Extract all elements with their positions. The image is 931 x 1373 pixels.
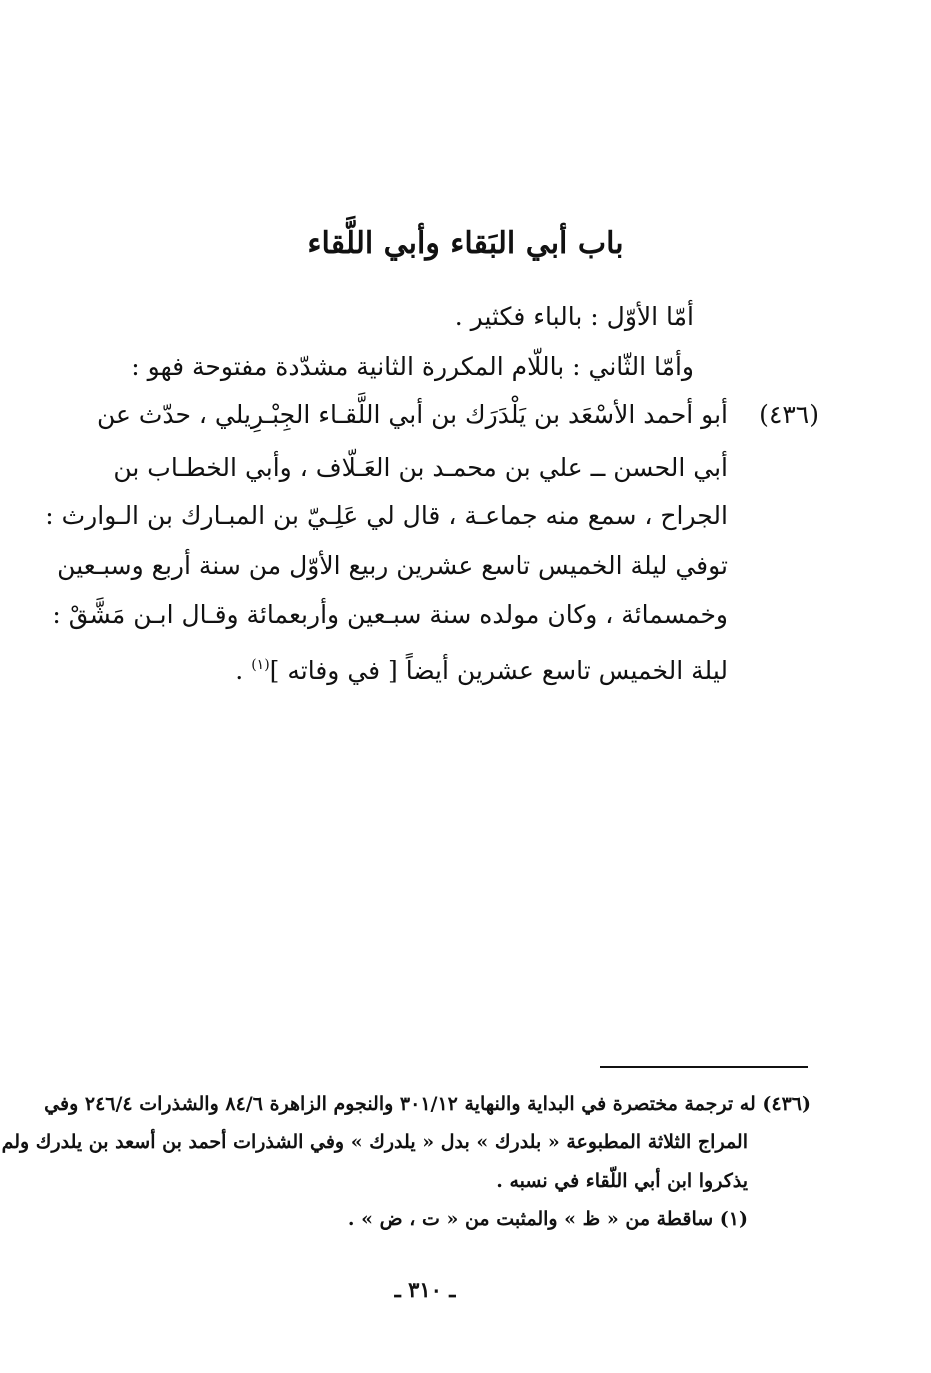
footnote-line-4: (١) ساقطة من « ظ » والمثبت من « ت ، ض » . — [347, 1208, 748, 1230]
entry-line-4: توفي ليلة الخميس تاسع عشرين ربيع الأوّل من سنة أربع وسبـعين — [57, 551, 728, 580]
entry-line-6-text: ليلة الخميس تاسع عشرين أيضاً [ في وفاته ] — [269, 656, 728, 685]
footnote-marker: (١) — [251, 657, 270, 673]
entry-line-6-end: . — [235, 656, 252, 685]
entry-line-1: أبو أحمد الأسْعَد بن يَلْدَرَك بن أبي اللَّقـاء الجِبْـرِيلي ، حدّث عن — [96, 400, 728, 429]
entry-line-6 — [116, 645, 728, 691]
footnote-separator — [600, 1066, 808, 1068]
intro-line-1: أمّا الأوّل : بالباء فكثير . — [454, 302, 694, 331]
entry-line-5: وخمسمائة ، وكان مولده سنة سبـعين وأربعمائة وقـال ابـن مَشَّقْ : — [52, 600, 728, 629]
entry-line-2: أبي الحسن ــ علي بن محمـد بن العَـلّاف ، وأبي الخطـاب بن — [113, 453, 728, 482]
footnote-line-3: يذكروا ابن أبي اللّقاء في نسبه . — [496, 1170, 748, 1192]
footnote-line-2: المراج الثلاثة المطبوعة « بلدرك » بدل « يلدرك » وفي الشذرات أحمد بن أسعد بن يلدرك ولم — [1, 1131, 748, 1153]
footnote-line-1: (٤٣٦) له ترجمة مختصرة في البداية والنهاية ٣٠١/١٢ والنجوم الزاهرة ٨٤/٦ والشذرات ٢٤٦/٤ وفي — [44, 1093, 811, 1115]
entry-number: (٤٣٦) — [759, 400, 819, 429]
page-number: ـ ٣١٠ ـ — [394, 1277, 456, 1302]
entry-line-3: الجراح ، سمع منه جماعـة ، قال لي عَلِـيّ بن المبـارك بن الـوارث : — [45, 501, 728, 530]
chapter-title: باب أبي البَقاء وأبي اللَّقاء — [307, 226, 624, 261]
intro-line-2: وأمّا الثّاني : باللّام المكررة الثانية مشدّدة مفتوحة فهو : — [131, 352, 694, 381]
